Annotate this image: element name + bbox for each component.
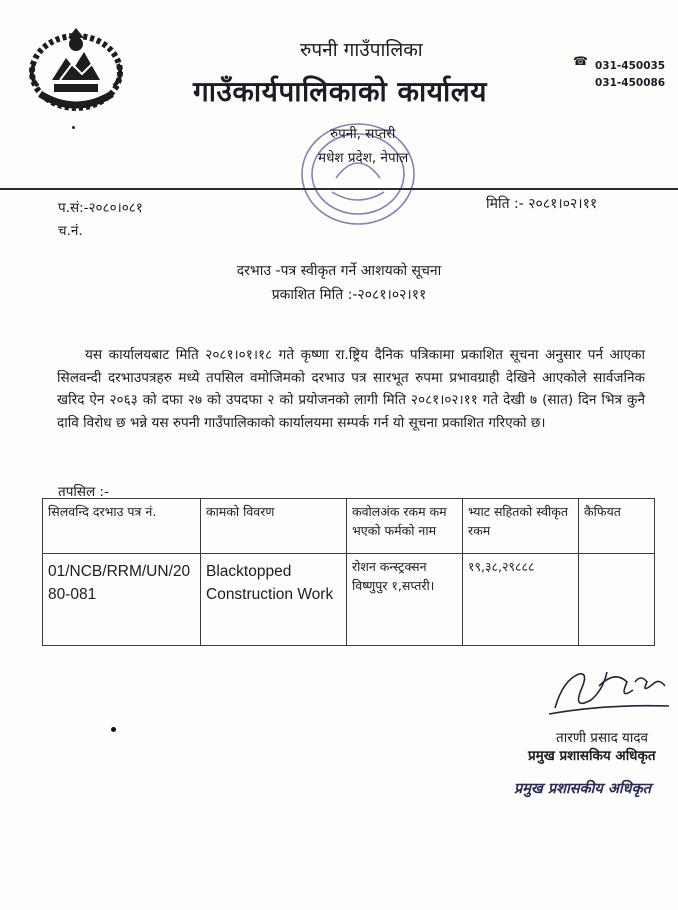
phone-number-1: 031-450035: [595, 60, 666, 72]
header-remarks: कैफियत: [579, 499, 655, 554]
speck-mark: [72, 126, 75, 129]
published-date: प्रकाशित मिति :-२०८१।०२।११: [271, 287, 427, 303]
signatory-stamp: प्रमुख प्रशासकीय अधिकृत: [514, 781, 651, 797]
header-firm-name: कवोलअंक रकम कम भएको फर्मको नाम: [347, 499, 463, 554]
address-line-2: मधेश प्रदेश, नेपाल: [318, 150, 409, 166]
cell-remarks: [579, 554, 655, 646]
table-header-row: [43, 499, 655, 554]
speck-mark: [111, 727, 116, 732]
cell-work-description: Blacktopped Construction Work: [201, 554, 347, 646]
nepal-government-emblem-icon: [22, 24, 130, 116]
letter-date: मिति :- २०८१।०२।११: [486, 196, 598, 212]
header-bid-number: सिलवन्दि दरभाउ पत्र नं.: [43, 499, 201, 554]
municipality-name: रुपनी गाउँपालिका: [300, 39, 423, 61]
office-name: गाउँकार्यपालिकाको कार्यालय: [193, 75, 487, 108]
signatory-name: तारणी प्रसाद यादव: [556, 730, 649, 746]
header-approved-amount: भ्याट सहितको स्वीकृत रकम: [463, 499, 579, 554]
phone-number-2: 031-450086: [595, 77, 666, 89]
address-line-1: रुपनी, सप्तरी: [330, 126, 396, 142]
cell-approved-amount: १९,३८,२९८८८: [463, 554, 579, 646]
telephone-icon: ☎: [573, 54, 588, 68]
bid-table: [42, 498, 655, 646]
notice-body: यस कार्यालयबाट मिति २०८१।०१।१८ गते कृष्णा रा.ष्ट्रिय दैनिक पत्रिकामा प्रकाशित सूचना अनुसार पर्न आएका सिलवन्दी दरभाउपत्रहरु मध्ये तपसिल वमोजिमको दरभाउ पत्र सारभूत रुपमा प्रभावग्राही देखिने आएकोले सार्वजनिक खरिद ऐन २०६३ को दफा २७ को उपदफा २ को प्रयोजनको लागी मिति २०८१।०२।११ गते देखी ७ (सात) दिन भित्र कुनै दावि विरोध छ भन्ने यस रुपनी गाउँपालिकाको कार्यालयमा सम्पर्क गर्न यो सूचना प्रकाशित गरिएको छ।: [57, 347, 645, 431]
details-label: तपसिल :-: [58, 484, 109, 500]
cell-firm-name: रोशन कन्स्ट्रक्सन विष्णुपुर १,सप्तरी।: [347, 554, 463, 646]
dispatch-number: च.नं.: [58, 223, 83, 239]
signature-icon: [545, 660, 675, 722]
table-row: [43, 554, 655, 646]
cell-bid-number: 01/NCB/RRM/UN/2080-081: [43, 554, 201, 646]
header-divider: [0, 188, 678, 190]
signatory-title: प्रमुख प्रशासकिय अधिकृत: [528, 748, 656, 764]
notice-title: दरभाउ -पत्र स्वीकृत गर्ने आशयको सूचना: [236, 263, 442, 279]
letter-number: प.सं:-२०८०।०८१: [58, 200, 143, 216]
header-work-description: कामको विवरण: [201, 499, 347, 554]
